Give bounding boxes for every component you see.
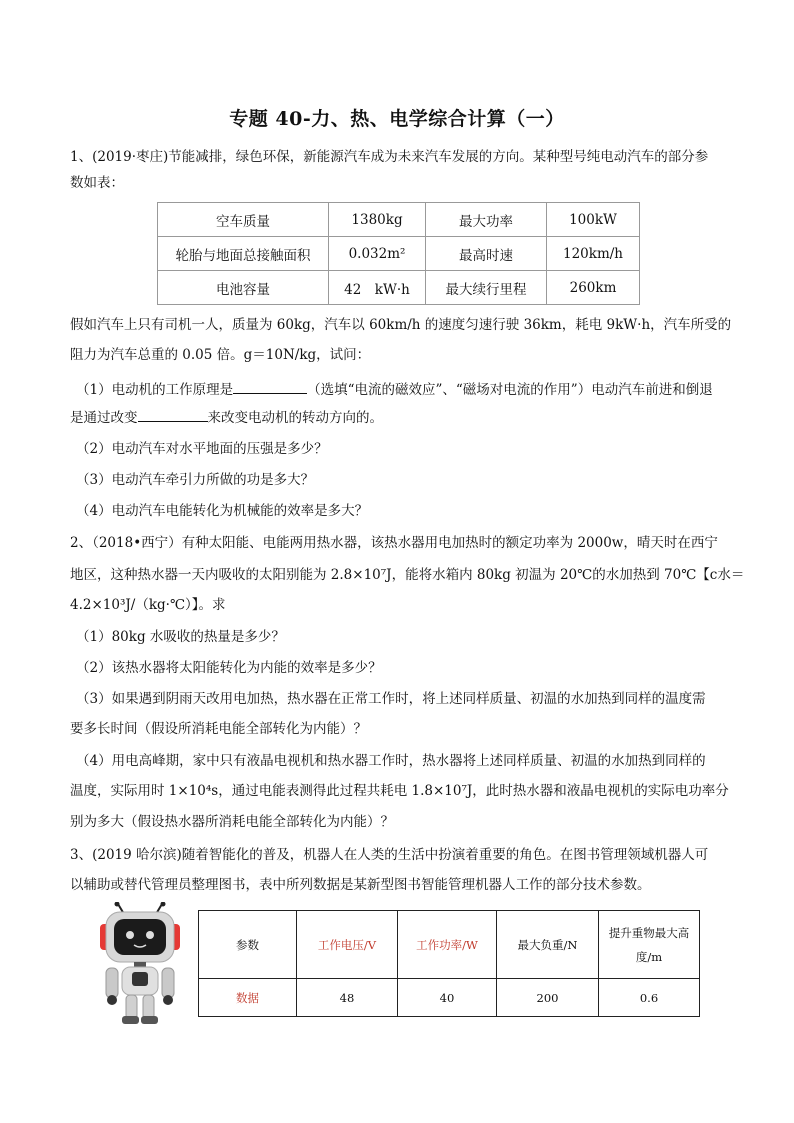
table-cell: 42 kW·h [329,271,426,305]
robot-illustration [92,902,188,1026]
q2-part3-line1: （3）如果遇到阴雨天改用电加热，热水器在正常工作时，将上述同样质量、初温的水加热到同样的温度需 [76,691,706,707]
q2-line2: 地区，这种热水器一天内吸收的太阳别能为 2.8×10⁷J，能将水箱内 80kg 初温为 20℃的水加热到 70℃【c水＝ [70,567,745,583]
q1-part1 [76,380,736,399]
q2-part4-line2: 温度，实际用时 1×10⁴s，通过电能表测得此过程共耗电 1.8×10⁷J，此时热水器和液晶电视机的实际电功率分 [70,783,729,799]
table-cell: 最大功率 [426,203,547,237]
car-spec-table [157,202,640,305]
answer-blank-2[interactable] [138,408,208,422]
answer-blank-1[interactable] [233,380,307,394]
table-cell: 120km/h [547,237,640,271]
table-cell: 200 [497,979,599,1017]
q2-part4-line1: （4）用电高峰期，家中只有液晶电视机和热水器工作时，热水器将上述同样质量、初温的水加热到同样的 [76,753,706,769]
table-cell: 最大续行里程 [426,271,547,305]
table-cell: 100kW [547,203,640,237]
table-cell: 0.032m² [329,237,426,271]
q1-part2: （2）电动汽车对水平地面的压强是多少？ [76,441,328,457]
table-header-cell: 工作电压/V [297,911,398,979]
q2-part4-line3: 别为多大（假设热水器所消耗电能全部转化为内能）？ [70,814,394,830]
q1-part1-text-c: 是通过改变 [70,410,138,426]
table-header-line: 度/m [635,949,663,964]
table-header-cell: 最大负重/N [497,911,599,979]
page-title: 专题 40-力、热、电学综合计算（一） [229,108,565,130]
q1-part4: （4）电动汽车电能转化为机械能的效率是多大？ [76,503,369,519]
q2-line3: 4.2×10³J/（kg·℃）】。求 [70,597,226,613]
q2-part2: （2）该热水器将太阳能转化为内能的效率是多少？ [76,660,382,676]
q1-desc-line1: 假如汽车上只有司机一人，质量为 60kg，汽车以 60km/h 的速度匀速行驶 36km，耗电 9kW·h，汽车所受的 [70,317,732,333]
table-cell: 最高时速 [426,237,547,271]
table-cell: 1380kg [329,203,426,237]
q3-line2: 以辅助或替代管理员整理图书，表中所列数据是某新型图书智能管理机器人工作的部分技术参数。 [70,877,651,893]
table-header-cell: 工作功率/W [398,911,497,979]
table-cell: 0.6 [599,979,700,1017]
table-header-cell [599,911,700,979]
q1-part1-text-b: （选填“电流的磁效应”、“磁场对电流的作用”）电动汽车前进和倒退 [307,382,713,398]
table-cell: 40 [398,979,497,1017]
table-cell: 空车质量 [158,203,329,237]
q3-line1: 3、(2019 哈尔滨)随着智能化的普及，机器人在人类的生活中扮演着重要的角色。在图书管理领域机器人可 [70,847,709,863]
q2-line1: 2、（2018•西宁）有种太阳能、电能两用热水器，该热水器用电加热时的额定功率为 2000w，晴天时在西宁 [70,535,718,551]
q1-intro-line1: 1、(2019·枣庄)节能减排，绿色环保，新能源汽车成为未来汽车发展的方向。某种型号纯电动汽车的部分参 [70,149,709,165]
q2-part1: （1）80kg 水吸收的热量是多少？ [76,629,285,645]
table-cell: 48 [297,979,398,1017]
q2-part3-line2: 要多长时间（假设所消耗电能全部转化为内能）？ [70,721,367,737]
robot-spec-table [198,910,700,1017]
table-header-line: 提升重物最大高 [608,925,690,940]
table-cell: 260km [547,271,640,305]
q1-part1-text-a: （1）电动机的工作原理是 [76,382,234,398]
q1-part1-text-d: 来改变电动机的转动方向的。 [207,410,383,426]
table-header-cell: 参数 [199,911,297,979]
table-cell: 电池容量 [158,271,329,305]
q1-part1-cont [70,408,730,427]
table-cell: 轮胎与地面总接触面积 [158,237,329,271]
q1-desc-line2: 阻力为汽车总重的 0.05 倍。g＝10N/kg，试问： [70,347,371,363]
q1-intro-line2: 数如表： [70,175,124,191]
table-cell: 数据 [199,979,297,1017]
q1-part3: （3）电动汽车牵引力所做的功是多大？ [76,472,315,488]
